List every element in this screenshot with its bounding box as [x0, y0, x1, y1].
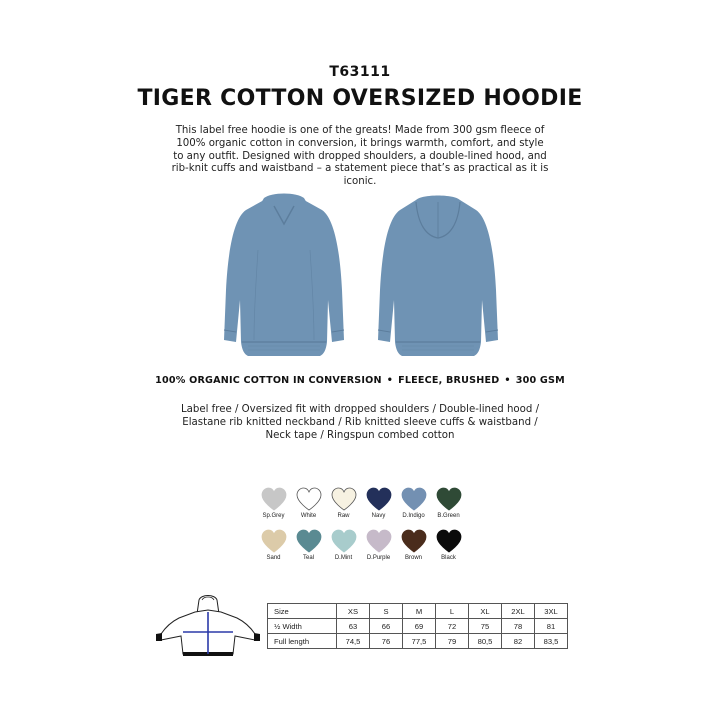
color-swatch-sp-grey [256, 487, 291, 519]
feature-list: Label free / Oversized fit with dropped shoulders / Double-lined hood / Elastane rib knitted neckband / Rib knitted sleeve cuffs & waistband / Neck tape / Ringspun combed cotton [180, 404, 540, 441]
color-swatch-d-indigo [396, 487, 431, 519]
heart-icon [261, 487, 287, 511]
spec-weight: 300 GSM [515, 375, 565, 386]
width-value: 81 [535, 619, 568, 634]
size-s: S [370, 604, 403, 619]
color-swatch-navy [361, 487, 396, 519]
size-header-row [268, 604, 568, 619]
spec-fabric: FLEECE, BRUSHED [398, 375, 500, 386]
length-row [268, 634, 568, 649]
heart-icon [296, 529, 322, 553]
spec-separator: • [386, 375, 394, 386]
color-swatch-label: Raw [337, 513, 350, 519]
color-swatch-label: Teal [302, 555, 314, 561]
color-swatch-white [291, 487, 326, 519]
size-m: M [403, 604, 436, 619]
size-header-label: Size [268, 604, 337, 619]
color-swatch-d-mint [326, 529, 361, 561]
length-value: 82 [502, 634, 535, 649]
width-value: 75 [469, 619, 502, 634]
length-row-label: Full length [268, 634, 337, 649]
heart-icon [261, 529, 287, 553]
heart-icon [366, 487, 392, 511]
heart-icon [401, 529, 427, 553]
color-swatch-raw [326, 487, 361, 519]
color-swatch-label: Brown [404, 555, 422, 561]
width-row [268, 619, 568, 634]
product-title: TIGER COTTON OVERSIZED HOODIE [137, 86, 583, 111]
color-swatch-label: White [300, 513, 317, 519]
color-swatch-label: D.Purple [366, 555, 391, 561]
width-value: 66 [370, 619, 403, 634]
product-code: T63111 [329, 64, 391, 80]
width-value: 72 [436, 619, 469, 634]
color-swatch-label: Sp.Grey [262, 513, 285, 519]
length-value: 83,5 [535, 634, 568, 649]
size-3xl: 3XL [535, 604, 568, 619]
material-specs [0, 375, 720, 386]
size-measurement-diagram [155, 590, 260, 662]
length-value: 76 [370, 634, 403, 649]
length-value: 79 [436, 634, 469, 649]
color-swatch-label: Black [441, 555, 456, 561]
heart-icon [331, 487, 357, 511]
length-value: 74,5 [337, 634, 370, 649]
size-xl: XL [469, 604, 502, 619]
heart-icon [366, 529, 392, 553]
color-swatch-sand [256, 529, 291, 561]
size-chart-table [267, 603, 568, 649]
product-description: This label free hoodie is one of the greats! Made from 300 gsm fleece of 100% organic cotton in conversion, it brings warmth, comfort, and style to any outfit. Designed with dropped shoulders, a double-lined hood, and rib-knit cuffs and waistband – a statement piece that’s as practical as it is iconic. [171, 125, 549, 188]
color-swatch-label: B.Green [437, 513, 460, 519]
heart-icon [436, 529, 462, 553]
hoodie-front-image [224, 190, 344, 362]
color-swatch-black [431, 529, 466, 561]
color-swatch-label: D.Indigo [402, 513, 425, 519]
color-swatch-label: D.Mint [334, 555, 353, 561]
heart-icon [331, 529, 357, 553]
width-row-label: ½ Width [268, 619, 337, 634]
color-swatches [256, 487, 466, 561]
width-value: 63 [337, 619, 370, 634]
color-swatch-label: Navy [371, 513, 386, 519]
size-l: L [436, 604, 469, 619]
heart-icon [436, 487, 462, 511]
spec-material: 100% ORGANIC COTTON IN CONVERSION [155, 375, 382, 386]
width-value: 69 [403, 619, 436, 634]
color-swatch-d-purple [361, 529, 396, 561]
color-swatch-label: Sand [266, 555, 281, 561]
color-swatch-b-green [431, 487, 466, 519]
size-2xl: 2XL [502, 604, 535, 619]
color-swatch-brown [396, 529, 431, 561]
hoodie-back-image [378, 190, 498, 362]
length-value: 80,5 [469, 634, 502, 649]
width-value: 78 [502, 619, 535, 634]
heart-icon [401, 487, 427, 511]
size-xs: XS [337, 604, 370, 619]
heart-icon [296, 487, 322, 511]
spec-separator: • [504, 375, 511, 386]
length-value: 77,5 [403, 634, 436, 649]
color-swatch-teal [291, 529, 326, 561]
